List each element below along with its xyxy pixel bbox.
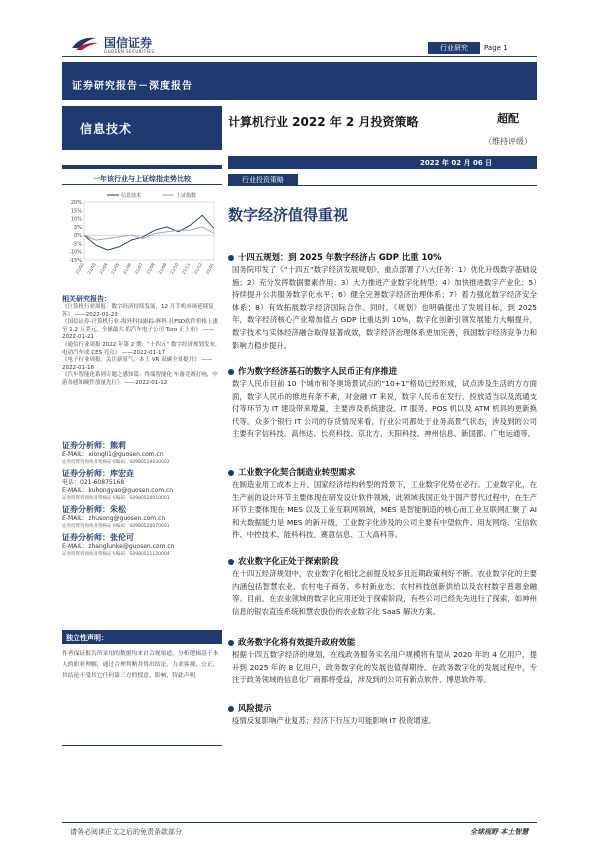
- footer-slogan: 全球视野 本土智慧: [470, 828, 529, 836]
- guosen-logo-icon: [70, 34, 100, 52]
- section-title: 工业数字化契合制造业转型需求: [228, 466, 355, 478]
- y-tick-label: 0%: [74, 233, 82, 240]
- analyst-name: 证券分析师：库宏垚: [62, 469, 134, 478]
- y-tick-label: 5%: [74, 224, 82, 231]
- rating: 超配: [497, 112, 519, 125]
- related-report-item[interactable]: 《计算机行业周报：数字经济持续发展，12 月手机市场延续复苏》 ——2022-01-23: [62, 304, 214, 318]
- related-report-item[interactable]: 《汽车智能化系列专题之感知篇：终端智能化 车备竞赛打响，中游各感知硬件放量先行》 ——2022-01-12: [62, 372, 218, 386]
- analyst-email[interactable]: E-MAIL：zhanglunke@guosen.com.cn: [62, 543, 175, 550]
- related-report-item[interactable]: 《通信行业周报 2022 年第 2 期：“十四五” 数字经济规划发布，电动汽车成 CES 亮点》 ——2022-01-17: [62, 341, 221, 356]
- sidebar-bottom-rule: [62, 745, 222, 746]
- x-tick-label: 22/01: [204, 262, 215, 275]
- x-tick-label: 21/09: [157, 262, 168, 275]
- analyst-name: 证券分析师：张伦可: [62, 533, 134, 542]
- analyst-email[interactable]: E-MAIL：zhusong@guosen.com.cn: [62, 515, 166, 522]
- page-number: Page 1: [484, 44, 508, 52]
- x-tick-label: 21/08: [145, 262, 156, 275]
- section-text: 在制造业用工成本上升、国家经济结构转型的背景下，工业数字化势在必行。工业数字化，在生产前的设计环节主要体现在研发设计软件领域，此领域我国正处于国产替代过程中，在生产环节主要体现在 MES 以及工业互联网领域，MES 是智能制造的核心而工业互联网汇聚了 AI 和大数据能力是 MES 的新升级，工业数字化涉及的公司主要有中望软件、用友网络、宝信软件、中控技术、能科科技、赛意信息、工大高科等。: [232, 480, 537, 540]
- analyst-email[interactable]: E-MAIL：kuhongyao@guosen.com.cn: [62, 487, 174, 494]
- analyst-cert: 证券投资咨询执业资格证书编码：S0980519030002: [62, 460, 170, 465]
- x-tick-label: 21/02: [74, 262, 85, 275]
- disclaimer-heading: 独立性声明：: [66, 634, 108, 642]
- x-tick-label: 21/10: [169, 262, 180, 275]
- section-text: 疫情反复影响产业复苏；经济下行压力可能影响 IT 投资增速。: [232, 716, 436, 725]
- section-text: 在十四五经济规划中，农业数字化相比之前提及较多且近期政策利好不断。农业数字化的主要内涵包括智慧农业、农村电子商务、乡村新业态、农村科技创新供给以及农村数字普惠金融等。目前，在农业领域的数字化应用还处于探索阶段，有些公司已经先先进行了探索，如神州信息的银农直连系统和慧农股份的农业数字化 SaaS 解决方案。: [232, 569, 537, 616]
- analyst-email[interactable]: E-MAIL：xiongli1@guosen.com.cn: [62, 451, 164, 458]
- bullet-icon: [228, 470, 234, 476]
- footer-rule: [62, 822, 537, 823]
- y-tick-label: 10%: [70, 216, 82, 223]
- bullet-icon: [228, 369, 234, 375]
- chart-heading: 一年该行业与上证综指走势比较: [93, 175, 191, 183]
- sector-name: 信息技术: [80, 122, 133, 136]
- strategy-tag: 行业投资策略: [228, 174, 298, 186]
- section-text: 国务院印发了《“十四五”数字经济发展规划》，重点部署了八大任务：1）优化升级数字基础设施；2）充分发挥数据要素作用；3）大力推进产业数字化转型；4）加快推进数字产业化；5）持续提升公共服务数字化水平；6）健全完善数字经济治理体系；7）着力强化数字经济安全体系；8）有效拓展数字经济国际合作。同时，《规划》也明确提出了发展目标，到 2025 年，数字经济核心产业增加值占 GDP 比重达到 10%，数字化创新引领发展能力大幅提升，数字技术与实体经济融合取得显著成效，数字经济治理体系更加完善，我国数字经济竞争力和影响力稳步提升。: [232, 265, 537, 350]
- section-title: 风险提示: [228, 702, 272, 714]
- header-divider: [62, 56, 537, 57]
- related-reports-list: [62, 304, 222, 388]
- disclaimer-text: 作者保证报告所采用的数据均来自合规渠道，分析逻辑基于本人的职业理解，通过合理判断并得出结论，力求客观、公正，其结论不受其它任何第三方的授意、影响，特此声明: [62, 651, 219, 679]
- analyst-cert: 证券投资咨询执业资格证书编码：S0980521120004: [62, 552, 170, 557]
- report-type-tag: 行业研究: [428, 42, 480, 54]
- series-line: [84, 215, 214, 250]
- section-title: 十四五规划：到 2025 年数字经济占 GDP 比重 10%: [228, 251, 442, 263]
- y-tick-label: -5%: [72, 241, 82, 248]
- section-text: 根据十四五数字经济的规划，在线政务服务实名用户规模将有望从 2020 年的 4 亿用户，提升到 2025 年的 8 亿用户，政务数字化的发展也值得期待。在政务数字化的发展过程中，专注于政务领域的信息化厂商都将受益，涉及到的公司有新点软件、博思软件等。: [232, 650, 537, 685]
- report-title: 计算机行业 2022 年 2 月投资策略: [228, 115, 419, 129]
- report-date: 2022 年 02 月 06 日: [420, 159, 493, 167]
- trend-chart: [62, 190, 222, 285]
- y-tick-label: -10%: [69, 249, 82, 256]
- y-tick-label: 15%: [70, 208, 82, 215]
- rating-note: （维持评级）: [484, 137, 532, 146]
- x-tick-label: 21/07: [133, 262, 144, 275]
- analyst-list: [62, 440, 222, 558]
- bullet-icon: [228, 255, 234, 261]
- logo-subtitle: GUOSEN SECURITIES: [104, 49, 155, 54]
- chart-heading-rule: [62, 184, 222, 185]
- x-tick-label: 21/04: [98, 262, 109, 275]
- y-tick-label: 20%: [70, 200, 82, 206]
- footer-disclaimer: 请务必阅读正文之后的免责条款部分: [70, 828, 182, 836]
- analyst-phone: 电话：021-60875168: [62, 479, 125, 486]
- x-tick-label: 21/12: [192, 262, 204, 275]
- y-tick-label: -15%: [69, 258, 82, 264]
- bullet-icon: [228, 706, 234, 712]
- analyst-cert: 证券投资咨询执业资格证书编码：S0980520070001: [62, 524, 170, 529]
- legend-label: 上证指数: [176, 193, 197, 199]
- sidebar-top-rule: [62, 165, 222, 169]
- section-text: 数字人民币目前 10 个城市和冬奥场景试点的“10+1”格局已经形成，试点涉及生活的方方面面，数字人民币的推进有条不紊，对金融 IT 来说，数字人民币在发行、投放适当以及流通支付等环节为 IT 建设带来增量，主要涉及系统建设、IT 服务、POS 机以及 ATM 机具的更新换代等。众多个银行 IT 公司的存货情况来看，行业公司都处于业务高景气状态，涉及到的公司主要有字信科技、高伟达、长亮科技、京北方、天阳科技、神州信息、新国都、广电运通等。: [232, 379, 537, 439]
- bullet-icon: [228, 559, 234, 565]
- section-title: 作为数字经济基石的数字人民币正有序推进: [228, 365, 397, 377]
- logo-text: 国信证券: [104, 36, 153, 50]
- x-tick-label: 21/11: [180, 262, 192, 275]
- analyst-name: 证券分析师：熊莉: [62, 441, 126, 450]
- section-title: 政务数字化将有效提升政府效能: [228, 636, 355, 648]
- headline: 数字经济值得重视: [228, 206, 349, 224]
- x-tick-label: 21/06: [121, 262, 133, 275]
- analyst-cert: 证券投资咨询执业资格证书编码：S0980520010001: [62, 496, 170, 501]
- x-tick-label: 21/03: [86, 262, 97, 275]
- bullet-icon: [228, 640, 234, 646]
- x-tick-label: 21/05: [109, 262, 121, 275]
- related-report-item[interactable]: 《国信证券-计算机行业-海外科技跟踪-辉科 社FSD软件价格上涨至 1.2 万美元，全球最大 的汽车电子公司 Turo 正上市》 ——2022-01-21: [62, 319, 218, 341]
- section-title: 农业数字化正处于探索阶段: [228, 555, 339, 567]
- related-reports-heading: 相关研究报告：: [62, 295, 111, 303]
- analyst-name: 证券分析师：朱松: [62, 505, 126, 514]
- legend-label: 信息技术: [121, 193, 142, 199]
- plot-frame: [84, 202, 214, 260]
- related-report-item[interactable]: 《电子行业周报：关注新景气，本土 VR 双碳全景提升》 ——2022-01-16: [62, 357, 213, 371]
- banner-title: 证券研究报告－深度报告: [72, 81, 193, 92]
